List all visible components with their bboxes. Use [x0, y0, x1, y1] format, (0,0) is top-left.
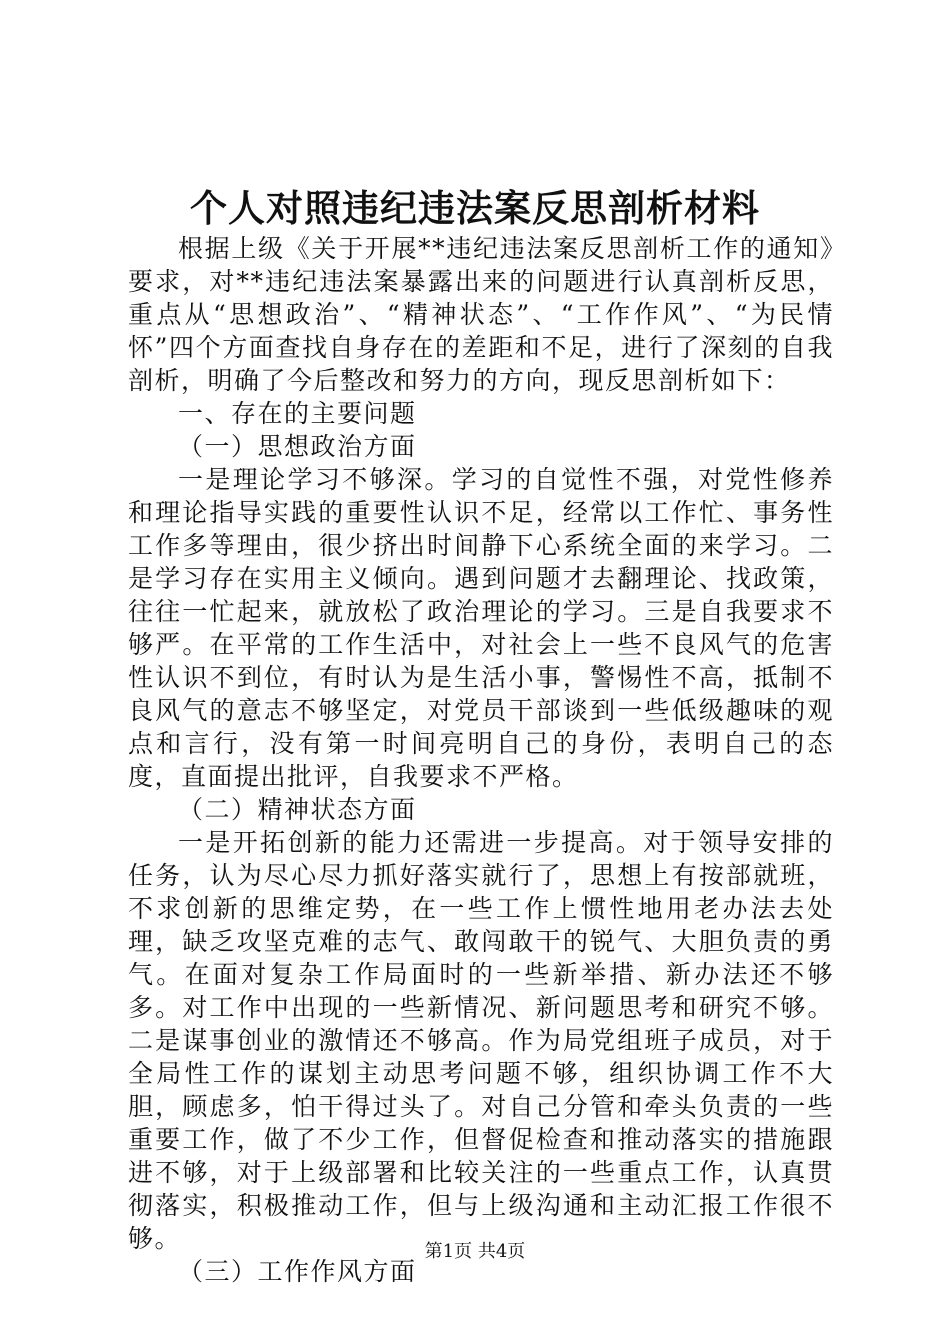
document-body: [128, 232, 834, 1288]
section-heading: 一、存在的主要问题: [178, 399, 417, 428]
subsection-heading: （二）精神状态方面: [178, 795, 417, 824]
subsection-heading: （三）工作作风方面: [178, 1257, 417, 1286]
intro-paragraph: 根据上级《关于开展**违纪违法案反思剖析工作的通知》要求，对**违纪违法案暴露出来的问题进行认真剖析反思，重点从“思想政治”、“精神状态”、“工作作风”、“为民情怀”四个方面查找自身存在的差距和不足，进行了深刻的自我剖析，明确了今后整改和努力的方向，现反思剖析如下：: [128, 234, 834, 395]
page-number: 第1页 共4页: [424, 1241, 526, 1262]
subsection-heading: （一）思想政治方面: [178, 432, 417, 461]
document-title: 个人对照违纪违法案反思剖析材料: [190, 186, 760, 230]
body-paragraph: 一是理论学习不够深。学习的自觉性不强，对党性修养和理论指导实践的重要性认识不足，经常以工作忙、事务性工作多等理由，很少挤出时间静下心系统全面的来学习。二是学习存在实用主义倾向。遇到问题才去翻理论、找政策，往往一忙起来，就放松了政治理论的学习。三是自我要求不够严。在平常的工作生活中，对社会上一些不良风气的危害性认识不到位，有时认为是生活小事，警惕性不高，抵制不良风气的意志不够坚定，对党员干部谈到一些低级趣味的观点和言行，没有第一时间亮明自己的身份，表明自己的态度，直面提出批评，自我要求不严格。: [128, 465, 834, 791]
body-paragraph: 一是开拓创新的能力还需进一步提高。对于领导安排的任务，认为尽心尽力抓好落实就行了，思想上有按部就班，不求创新的思维定势，在一些工作上惯性地用老办法去处理，缺乏攻坚克难的志气、敢闯敢干的锐气、大胆负责的勇气。在面对复杂工作局面时的一些新举措、新办法还不够多。对工作中出现的一些新情况、新问题思考和研究不够。二是谋事创业的激情还不够高。作为局党组班子成员，对于全局性工作的谋划主动思考问题不够，组织协调工作不大胆，顾虑多，怕干得过头了。对自己分管和牵头负责的一些重要工作，做了不少工作，但督促检查和推动落实的措施跟进不够，对于上级部署和比较关注的一些重点工作，认真贯彻落实，积极推动工作，但与上级沟通和主动汇报工作很不够。: [128, 828, 834, 1253]
